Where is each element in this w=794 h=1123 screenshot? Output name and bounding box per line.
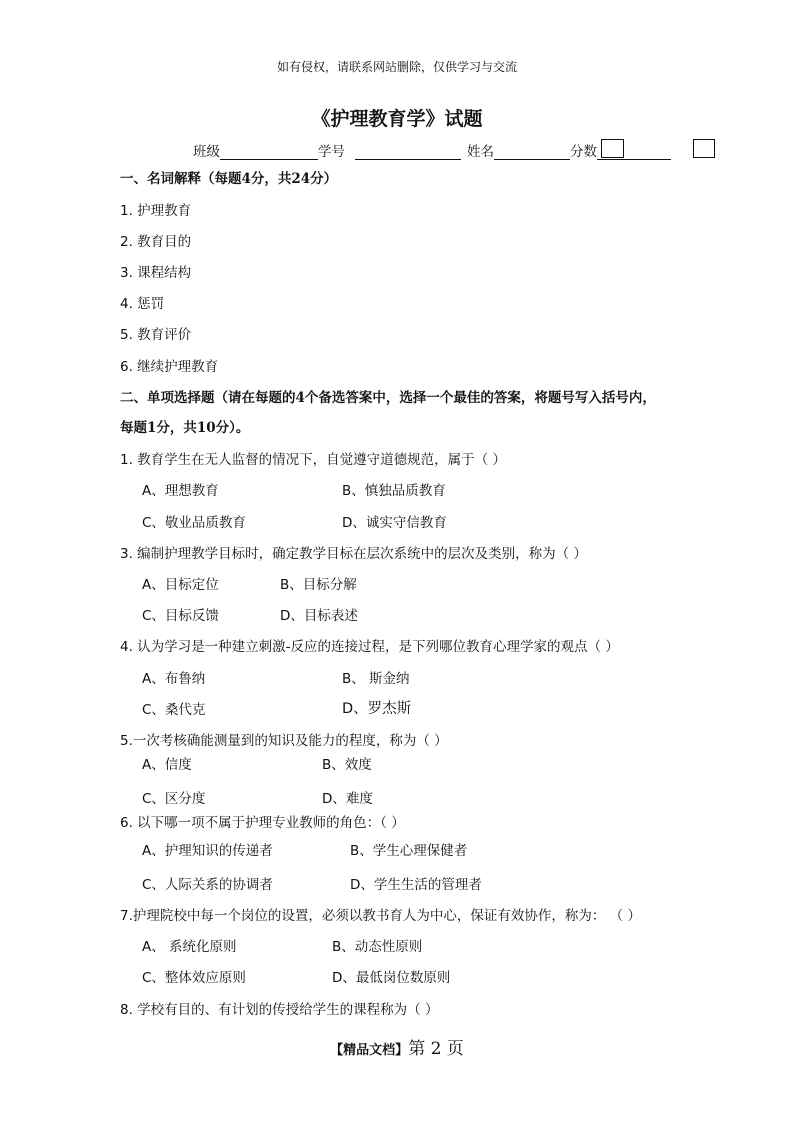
score-label: 分数	[570, 144, 597, 160]
question-stem: 7.护理院校中每一个岗位的设置，必须以教书育人为中心，保证有效协作，称为： （ ）	[120, 908, 641, 924]
page-title: 《护理教育学》试题	[311, 108, 483, 130]
option-a: A、理想教育	[142, 483, 219, 499]
section1-title: 一、名词解释（每题4分，共24分）	[120, 171, 338, 187]
class-label: 班级	[193, 144, 220, 160]
option-a: A、布鲁纳	[142, 671, 206, 687]
option-a: A、护理知识的传递者	[142, 843, 273, 859]
option-c: C、桑代克	[142, 702, 206, 718]
option-d: D、罗杰斯	[342, 701, 412, 717]
page-header: 如有侵权，请联系网站删除，仅供学习与交流	[276, 60, 517, 74]
option-c: C、整体效应原则	[142, 970, 246, 986]
option-a: A、目标定位	[142, 577, 219, 593]
term-item: 3. 课程结构	[120, 265, 192, 281]
option-d: D、目标表述	[280, 608, 358, 624]
page-number: 第 2 页	[408, 1039, 464, 1059]
option-c: C、目标反馈	[142, 608, 219, 624]
id-label: 学号	[318, 144, 345, 160]
question-stem: 6. 以下哪一项不属于护理专业教师的角色：（ ）	[120, 815, 405, 831]
option-b: B、 斯金纳	[342, 671, 410, 687]
option-b: B、慎独品质教育	[342, 483, 446, 499]
option-b: B、目标分解	[280, 577, 357, 593]
question-stem: 5.一次考核确能测量到的知识及能力的程度，称为（ ）	[120, 733, 448, 749]
class-blank[interactable]	[220, 145, 318, 160]
question-stem: 3. 编制护理教学目标时，确定教学目标在层次系统中的层次及类别，称为（ ）	[120, 546, 587, 562]
option-d: D、学生生活的管理者	[350, 877, 482, 893]
option-d: D、最低岗位数原则	[332, 970, 451, 986]
question-stem: 8. 学校有目的、有计划的传授给学生的课程称为（ ）	[120, 1002, 439, 1018]
footer-bracket-label: 【精品文档】	[330, 1043, 409, 1058]
question-stem: 1. 教育学生在无人监督的情况下，自觉遵守道德规范，属于（ ）	[120, 452, 506, 468]
question-stem: 4. 认为学习是一种建立刺激-反应的连接过程，是下列哪位教育心理学家的观点（ ）	[120, 639, 619, 655]
score-box-right[interactable]	[693, 139, 715, 158]
option-a: A、信度	[142, 757, 192, 773]
option-c: C、区分度	[142, 791, 206, 807]
page-footer	[0, 1034, 794, 1059]
option-c: C、敬业品质教育	[142, 515, 246, 531]
term-item: 5. 教育评价	[120, 327, 192, 343]
section2-title-line2: 每题1分，共10分）。	[120, 420, 250, 436]
name-label: 姓名	[467, 144, 494, 160]
option-b: B、动态性原则	[332, 939, 423, 955]
option-b: B、学生心理保健者	[350, 843, 468, 859]
name-blank[interactable]	[494, 145, 570, 160]
option-d: D、诚实守信教育	[342, 515, 447, 531]
option-a: A、 系统化原则	[142, 939, 237, 955]
section2-title-line1: 二、单项选择题（请在每题的4个备选答案中，选择一个最佳的答案，将题号写入括号内，	[120, 390, 656, 406]
option-c: C、人际关系的协调者	[142, 877, 273, 893]
id-blank[interactable]	[355, 145, 461, 160]
term-item: 6. 继续护理教育	[120, 359, 219, 375]
term-item: 2. 教育目的	[120, 234, 192, 250]
term-item: 4. 惩罚	[120, 296, 165, 312]
student-info-line	[193, 140, 671, 160]
term-item: 1. 护理教育	[120, 203, 192, 219]
score-box-small[interactable]	[601, 139, 624, 158]
option-d: D、难度	[322, 791, 373, 807]
option-b: B、效度	[322, 757, 372, 773]
